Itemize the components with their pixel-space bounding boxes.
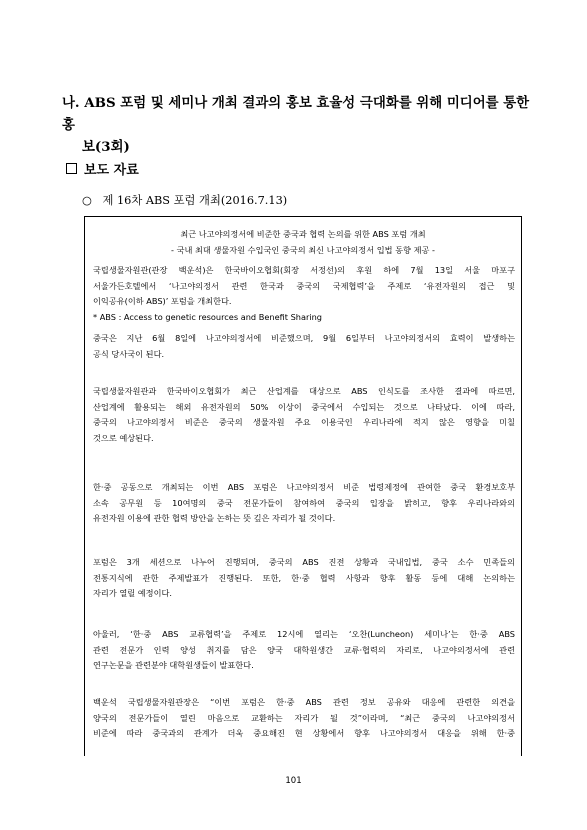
text-line: 연구논문을 관련분야 대학원생들이 발표한다. [93,660,254,670]
text-line: 것으로 예상된다. [93,432,154,443]
text-line: 유전자원 이용에 관한 협력 방안을 논하는 뜻 깊은 자리가 될 것이다. [93,513,336,523]
forum-bullet [82,192,287,208]
paragraph-7 [93,695,515,742]
text-line: 아울러, ‘한·중 ABS 교류협력’을 주제로 12시에 열리는 ‘오찬(Luncheon) 세미나’는 한·중 ABS [93,629,515,639]
press-subtitle: - 국내 최대 생물자원 수입국인 중국의 최신 나고야의정서 입법 동향 제공 - [171,245,435,255]
text-line: 포럼은 3개 세션으로 나누어 진행되며, 중국의 ABS 진전 상황과 국내입법, 중국 소수 민족들의 [93,557,515,567]
section-heading-line2: 보(3회) [82,139,130,155]
text-line: 전통지식에 관한 주제발표가 진행된다. 또한, 한·중 협력 사항과 향후 활동 등에 대해 논의하는 [93,572,515,583]
page-number: 101 [285,776,302,786]
press-release-box [84,216,522,756]
section-heading-line1: 나. ABS 포럼 및 세미나 개최 결과의 홍보 효율성 극대화를 위해 미디어를 통한 홍 [62,95,530,133]
paragraph-1 [93,263,515,325]
text-line: 소속 공무원 등 10여명의 중국 전문가들이 참여하여 중국의 입장을 밝히고, 향후 우리나라와의 [93,497,515,508]
text-line: 비준에 따라 중국과의 관계가 더욱 중요해진 현 상황에서 향후 나고야의정서 대응을 위해 한·중 [93,728,515,738]
text-line: 백운석 국립생물자원관장은 “이번 포럼은 한·중 ABS 관련 정보 공유와 대응에 관련한 의견을 [93,697,515,707]
checkbox-icon [66,163,77,174]
text-line: 한·중 공동으로 개최되는 이번 ABS 포럼은 나고야의정서 비준 법령제정에 관여한 중국 환경보호부 [93,482,515,492]
text-line: 서울가든호텔에서 ‘나고야의정서 관련 한국과 중국의 국제협력’을 주제로 ‘유전자원의 접근 및 [93,280,515,291]
text-line: 중국의 나고야의정서 비준은 중국의 생물자원 주요 이용국인 우리나라에 적지 않은 영향을 미칠 [93,417,515,427]
paragraph-4 [93,480,515,527]
text-line: 양국의 전문가들이 열린 마음으로 교환하는 자리가 될 것”이라며, “최근 중국의 나고야의정서 [93,712,515,723]
text-line: 관련 전문가 인력 양성 취지를 담은 양국 대학원생간 교류·협력의 자리로, 나고야의정서에 관련 [93,644,515,655]
press-title: 최근 나고야의정서에 비준한 중국과 협력 논의를 위한 ABS 포럼 개최 [180,229,426,239]
text-line: 산업계에 활용되는 해외 유전자원의 50% 이상이 중국에서 수입되는 것으로 나타났다. 이에 따라, [93,401,515,412]
text-line: 공식 당사국이 된다. [93,348,165,359]
text-line: 국립생물자원관과 한국바이오협회가 최근 산업계를 대상으로 ABS 인식도를 조사한 결과에 따르면, [93,386,515,396]
text-line: 자리가 열릴 예정이다. [93,588,172,598]
text-line: 이익공유(이하 ABS)’ 포럼을 개최한다. [93,296,232,306]
text-line: 중국은 지난 6월 8일에 나고야의정서에 비준했으며, 9월 6일부터 나고야의정서의 효력이 발생하는 [93,333,515,343]
paragraph-5 [93,555,515,602]
paragraph-3 [93,384,515,446]
paragraph-2 [93,331,515,362]
paragraph-6 [93,627,515,674]
forum-bullet-text: 제 16차 ABS 포럼 개최(2016.7.13) [102,194,288,207]
circle-bullet-icon: ○ [82,194,92,207]
footnote: * ABS : Access to genetic resources and Benefit Sharing [93,311,323,322]
section-title [66,159,139,178]
section-title-label: 보도 자료 [84,163,139,178]
text-line: 국립생물자원관(관장 백운석)은 한국바이오협회(회장 서정선)의 후원 하에 7월 13일 서울 마포구 [93,265,515,275]
section-heading [62,92,532,158]
